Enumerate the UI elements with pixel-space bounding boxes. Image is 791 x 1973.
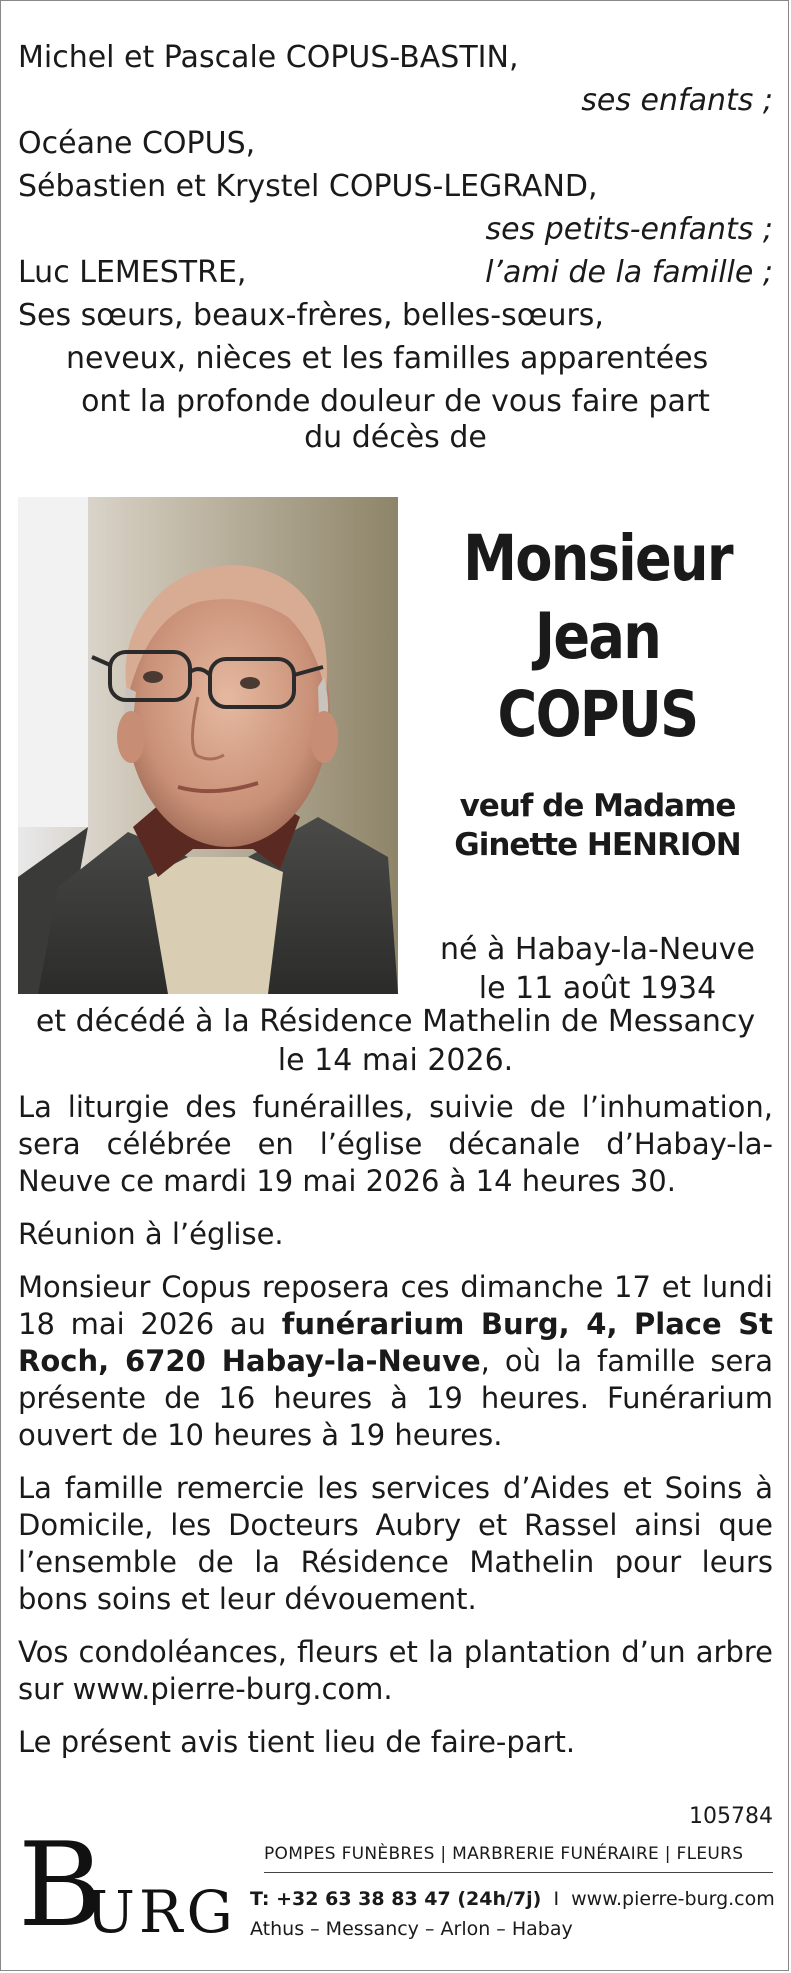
portrait-photo bbox=[18, 497, 398, 994]
phone-number: T: +32 63 38 83 47 bbox=[250, 1888, 458, 1910]
family-name: Luc LEMESTRE, bbox=[18, 255, 247, 290]
website-link[interactable]: www.pierre-burg.com bbox=[571, 1888, 775, 1910]
funeral-paragraph: La liturgie des funérailles, suivie de l’inhumation, sera célébrée en l’église décanale d’Habay-la-Neuve ce mardi 19 mai 2026 à 14 heures 30. bbox=[18, 1090, 773, 1198]
widower-line: veuf de Madame bbox=[459, 788, 736, 824]
funeral-home-address: funérarium Burg, 4, Place St Roch, 6720 Habay-la-Neuve bbox=[18, 1307, 773, 1378]
family-role: ses enfants ; bbox=[581, 83, 773, 118]
visitation-text: , où la famille sera présente de 16 heures à 19 heures. Funérarium ouvert de 10 heures à 19 heures. bbox=[18, 1344, 773, 1452]
family-line: Sébastien et Krystel COPUS-LEGRAND, bbox=[18, 169, 598, 204]
phone-hours: (24h/7j) bbox=[457, 1888, 542, 1910]
visitation-paragraph bbox=[18, 1269, 773, 1454]
widower-spouse-name: Ginette HENRION bbox=[454, 827, 741, 863]
family-line: Michel et Pascale COPUS-BASTIN, bbox=[18, 40, 519, 75]
family-line: Ses sœurs, beaux-frères, belles-sœurs, bbox=[18, 298, 604, 333]
funeral-home-footer bbox=[18, 1818, 775, 1953]
contact-line bbox=[250, 1888, 775, 1910]
death-place: et décédé à la Résidence Mathelin de Messancy bbox=[35, 1004, 756, 1039]
logo-letters: URG bbox=[86, 1878, 237, 1946]
announcement-line: du décès de bbox=[304, 420, 487, 455]
deceased-name-block bbox=[420, 520, 775, 865]
condolences-paragraph: Vos condoléances, fleurs et la plantation d’un arbre sur www.pierre-burg.com. bbox=[18, 1635, 773, 1706]
family-line: Océane COPUS, bbox=[18, 126, 256, 161]
deceased-title: Monsieur bbox=[463, 522, 732, 595]
birth-date: le 11 août 1934 bbox=[478, 971, 717, 1006]
services-list: POMPES FUNÈBRES | MARBRERIE FUNÉRAIRE | FLEURS bbox=[264, 1844, 744, 1864]
obituary-body bbox=[18, 1002, 773, 1761]
locations: Athus – Messancy – Arlon – Habay bbox=[250, 1918, 573, 1940]
deceased-first-name: Jean bbox=[534, 600, 661, 673]
thanks-paragraph: La famille remercie les services d’Aides et Soins à Domicile, les Docteurs Aubry et Rassel ainsi que l’ensemble de la Résidence Mathelin pour leurs bons soins et leur dévouement. bbox=[18, 1471, 773, 1616]
logo-letter-b: B bbox=[18, 1818, 104, 1953]
birth-place: né à Habay-la-Neuve bbox=[439, 932, 755, 967]
family-announcement bbox=[18, 36, 773, 453]
death-date: le 14 mai 2026. bbox=[277, 1043, 514, 1078]
family-line-split bbox=[18, 251, 773, 294]
reference-number: 105784 bbox=[689, 1804, 773, 1829]
family-role: l’ami de la famille ; bbox=[485, 255, 773, 290]
footer-divider bbox=[264, 1872, 773, 1873]
deceased-last-name: COPUS bbox=[497, 678, 698, 751]
announcement-line: ont la profonde douleur de vous faire part bbox=[81, 384, 710, 419]
family-role: ses petits-enfants ; bbox=[485, 212, 773, 247]
meeting-paragraph: Réunion à l’église. bbox=[18, 1217, 284, 1251]
contact-separator: I bbox=[541, 1888, 572, 1910]
birth-info bbox=[420, 930, 775, 1008]
family-line: neveux, nièces et les familles apparentées bbox=[66, 341, 709, 376]
notice-paragraph: Le présent avis tient lieu de faire-part. bbox=[18, 1725, 576, 1759]
visitation-text: Monsieur Copus reposera ces dimanche 17 et lundi 18 mai 2026 au bbox=[18, 1270, 773, 1341]
burg-logo bbox=[18, 1818, 237, 1953]
